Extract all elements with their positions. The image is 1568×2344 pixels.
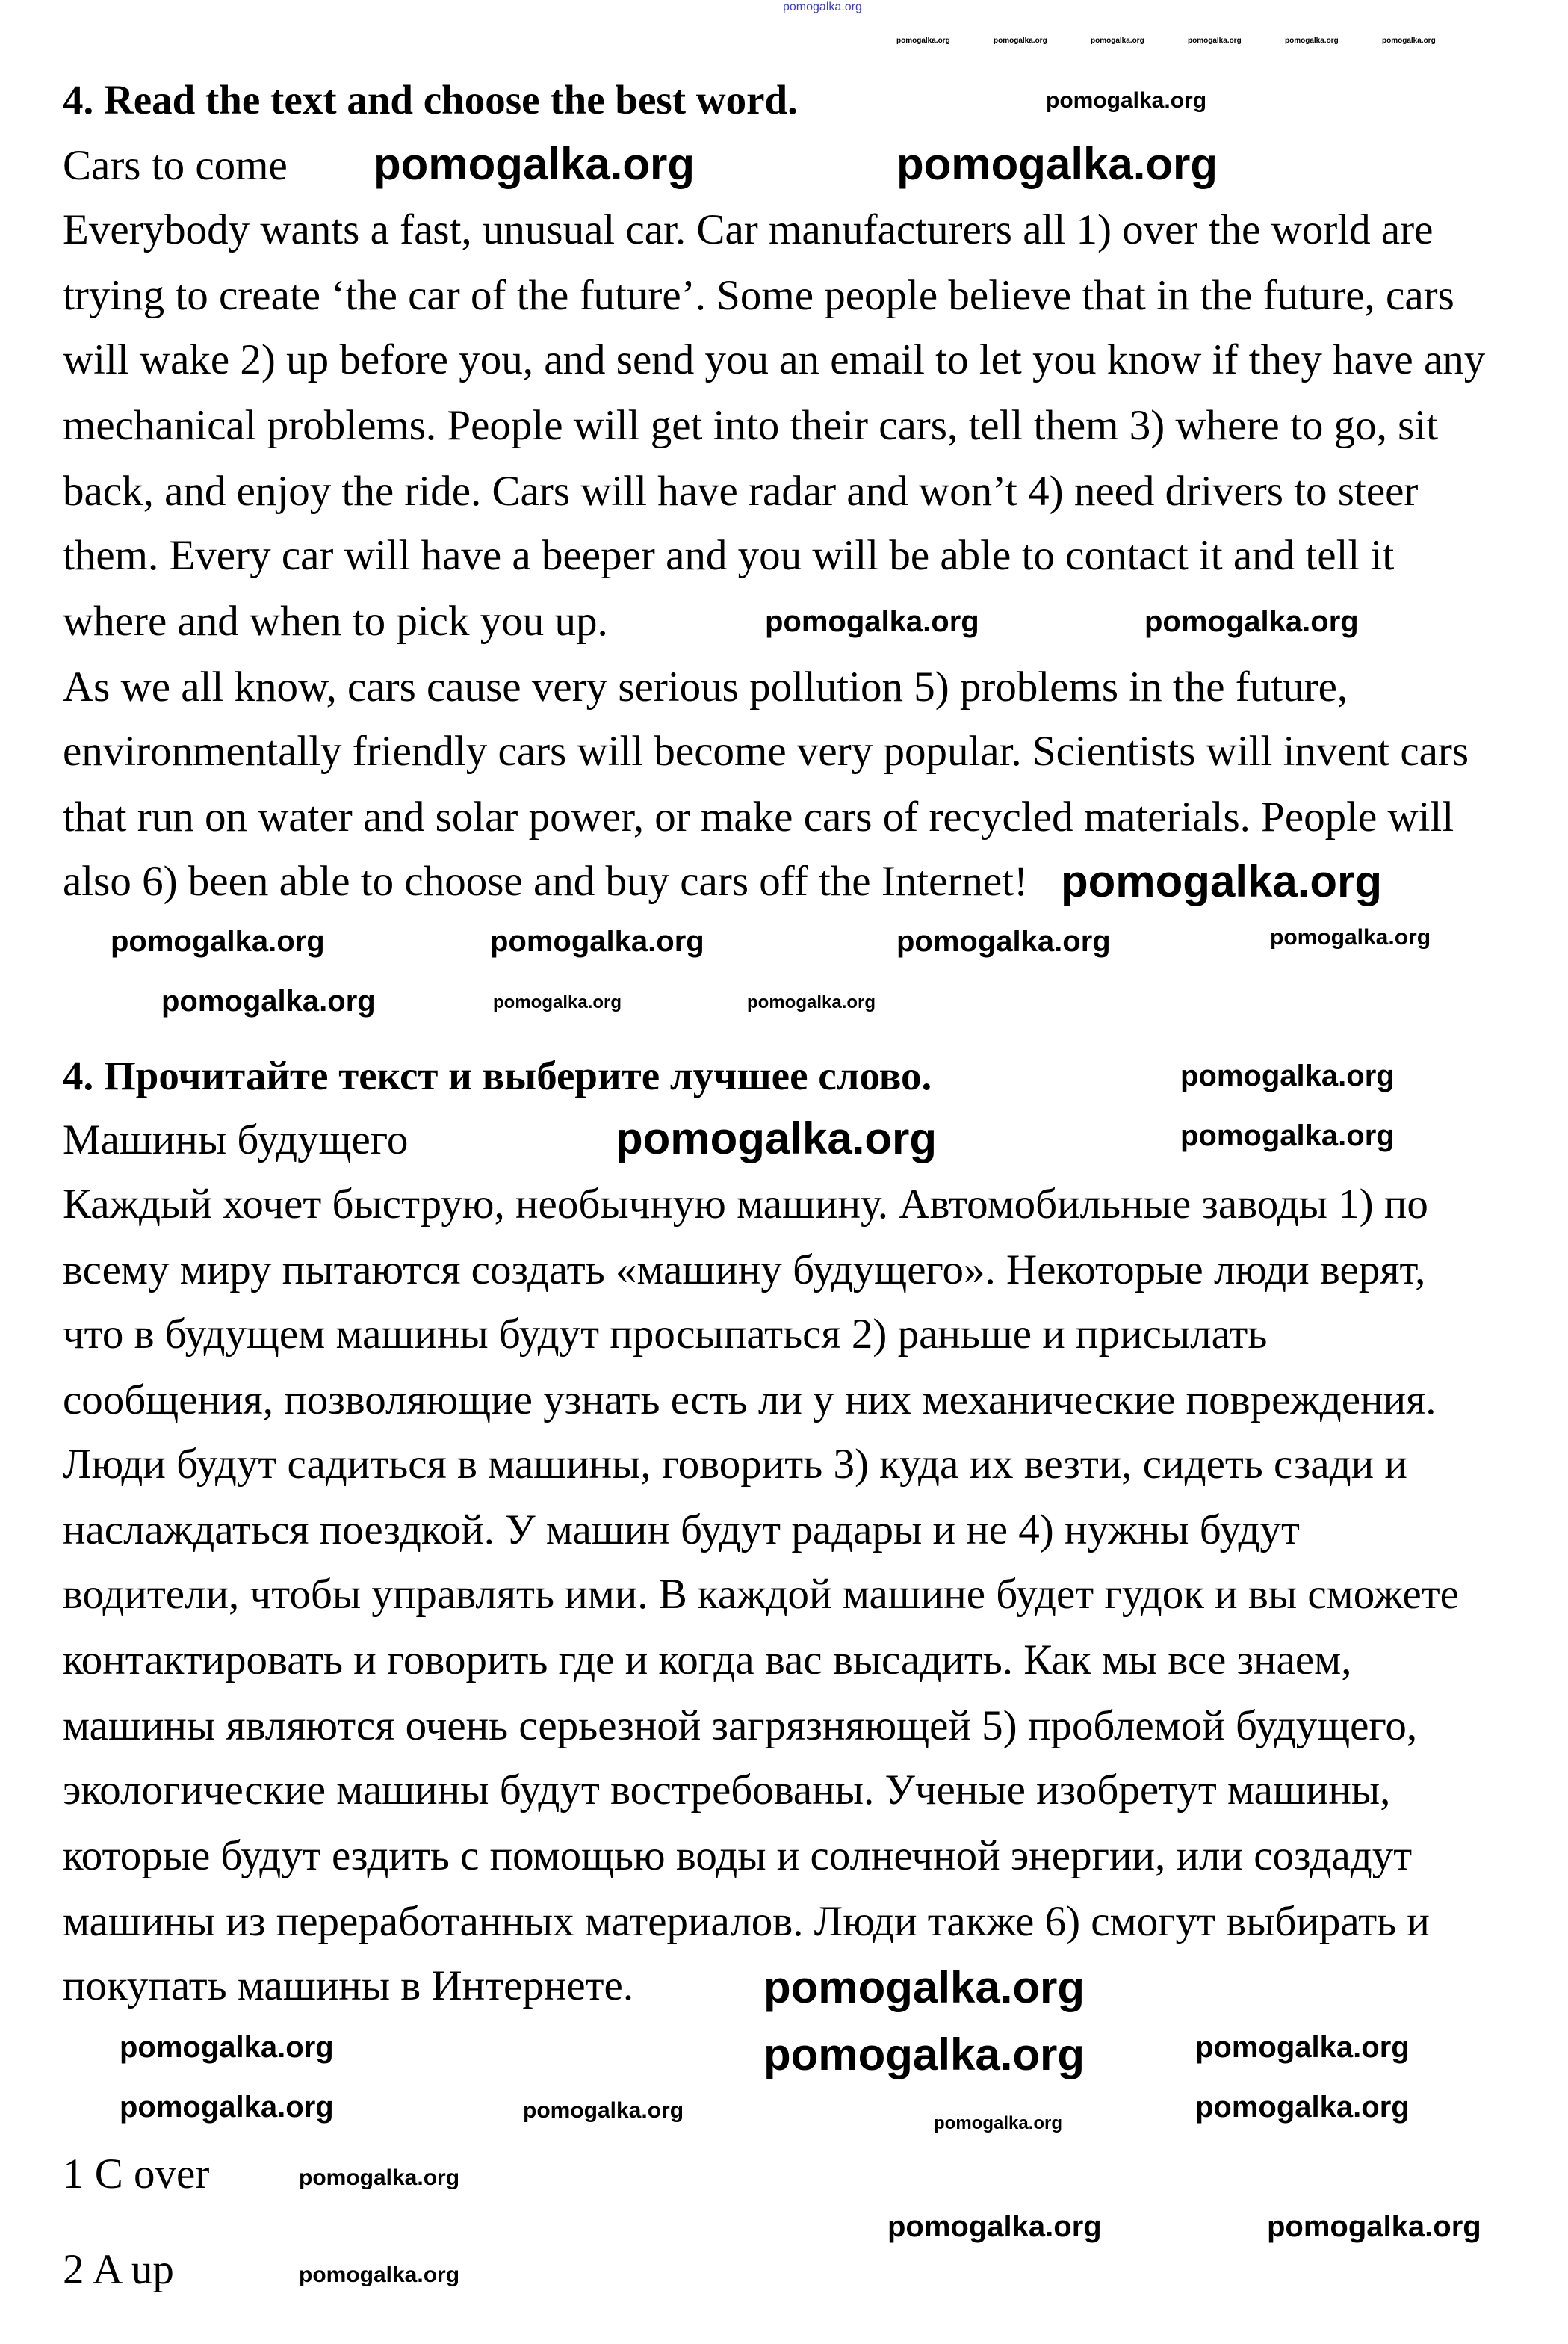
russian-heading: 4. Прочитайте текст и выберите лучшее слово. <box>63 1053 932 1098</box>
watermark-text: pomogalka.org <box>1195 2031 1410 2064</box>
watermark-text: pomogalka.org <box>1180 1119 1395 1152</box>
text-line: that run on water and solar power, or make cars of recycled materials. People will <box>63 794 1454 841</box>
watermark-text: pomogalka.org <box>1195 2091 1410 2124</box>
watermark-text: pomogalka.org <box>896 925 1111 958</box>
text-line: Люди будут садиться в машины, говорить 3) куда их везти, сидеть сзади и <box>63 1441 1407 1488</box>
text-line: Cars to come <box>63 142 288 189</box>
text-line: машины из переработанных материалов. Люди также 6) смогут выбирать и <box>63 1898 1430 1945</box>
watermark-text: pomogalka.org <box>763 2029 1085 2079</box>
text-line: наслаждаться поездкой. У машин будут радары и не 4) нужны будут <box>63 1506 1300 1553</box>
watermark-text: pomogalka.org <box>763 1962 1085 2012</box>
text-line: Каждый хочет быструю, необычную машину. Автомобильные заводы 1) по <box>63 1181 1428 1228</box>
watermark-text: pomogalka.org <box>896 37 950 45</box>
text-line: что в будущем машины будут просыпаться 2) раньше и присылать <box>63 1311 1268 1358</box>
text-line: всему миру пытаются создать «машину будущего». Некоторые люди верят, <box>63 1246 1426 1293</box>
watermark-text: pomogalka.org <box>887 2210 1102 2243</box>
watermark-text: pomogalka.org <box>1382 37 1436 45</box>
text-line: машины являются очень серьезной загрязняющей 5) проблемой будущего, <box>63 1702 1418 1749</box>
watermark-text: pomogalka.org <box>1144 605 1359 638</box>
watermark-text: pomogalka.org <box>934 2113 1063 2133</box>
text-line: back, and enjoy the ride. Cars will have radar and won’t 4) need drivers to steer <box>63 468 1419 515</box>
watermark-text: pomogalka.org <box>616 1113 938 1163</box>
watermark-text: pomogalka.org <box>1091 37 1144 45</box>
watermark-text: pomogalka.org <box>374 139 695 189</box>
watermark-text: pomogalka.org <box>765 605 979 638</box>
watermark-text: pomogalka.org <box>1267 2210 1481 2243</box>
watermark-text: pomogalka.org <box>490 925 704 958</box>
watermark-text: pomogalka.org <box>299 2165 460 2190</box>
watermark-text: pomogalka.org <box>523 2098 684 2123</box>
watermark-text: pomogalka.org <box>994 37 1047 45</box>
watermark-text: pomogalka.org <box>493 992 622 1012</box>
watermark-text: pomogalka.org <box>161 985 376 1018</box>
watermark-text: pomogalka.org <box>111 925 325 958</box>
answer-line: 2 A up <box>63 2246 174 2293</box>
text-line: As we all know, cars cause very serious pollution 5) problems in the future, <box>63 664 1348 711</box>
text-line: покупать машины в Интернете. <box>63 1962 634 2009</box>
watermark-text: pomogalka.org <box>120 2091 334 2124</box>
text-line: Everybody wants a fast, unusual car. Car manufacturers all 1) over the world are <box>63 206 1434 253</box>
watermark-text: pomogalka.org <box>1046 88 1207 113</box>
text-line: которые будут ездить с помощью воды и солнечной энергии, или создадут <box>63 1832 1413 1879</box>
text-line: mechanical problems. People will get into their cars, tell them 3) where to go, sit <box>63 402 1438 449</box>
text-line: контактировать и говорить где и когда вас высадить. Как мы все знаем, <box>63 1636 1352 1683</box>
watermark-text: pomogalka.org <box>1061 856 1383 906</box>
text-line: environmentally friendly cars will become very popular. Scientists will invent cars <box>63 728 1469 775</box>
watermark-text: pomogalka.org <box>747 992 876 1012</box>
text-line: where and when to pick you up. <box>63 598 608 645</box>
text-line: also 6) been able to choose and buy cars off the Internet! <box>63 858 1029 905</box>
watermark-text: pomogalka.org <box>1285 37 1339 45</box>
watermark-text: pomogalka.org <box>120 2031 334 2064</box>
watermark-text: pomogalka.org <box>896 139 1218 189</box>
text-line: водители, чтобы управлять ими. В каждой машине будет гудок и вы сможете <box>63 1571 1459 1618</box>
text-line: will wake 2) up before you, and send you an email to let you know if they have any <box>63 336 1486 383</box>
watermark-text: pomogalka.org <box>783 1 862 13</box>
text-line: сообщения, позволяющие узнать есть ли у них механические повреждения. <box>63 1376 1437 1423</box>
text-line: trying to create ‘the car of the future’. Some people believe that in the future, cars <box>63 272 1454 319</box>
watermark-text: pomogalka.org <box>299 2263 460 2287</box>
watermark-text: pomogalka.org <box>1180 1060 1395 1092</box>
watermark-text: pomogalka.org <box>1270 925 1431 950</box>
english-heading: 4. Read the text and choose the best word. <box>63 77 798 123</box>
text-line: Машины будущего <box>63 1116 409 1163</box>
text-line: them. Every car will have a beeper and you will be able to contact it and tell it <box>63 532 1395 579</box>
watermark-text: pomogalka.org <box>1188 37 1242 45</box>
answer-line: 1 C over <box>63 2150 210 2198</box>
text-line: экологические машины будут востребованы. Ученые изобретут машины, <box>63 1766 1391 1813</box>
